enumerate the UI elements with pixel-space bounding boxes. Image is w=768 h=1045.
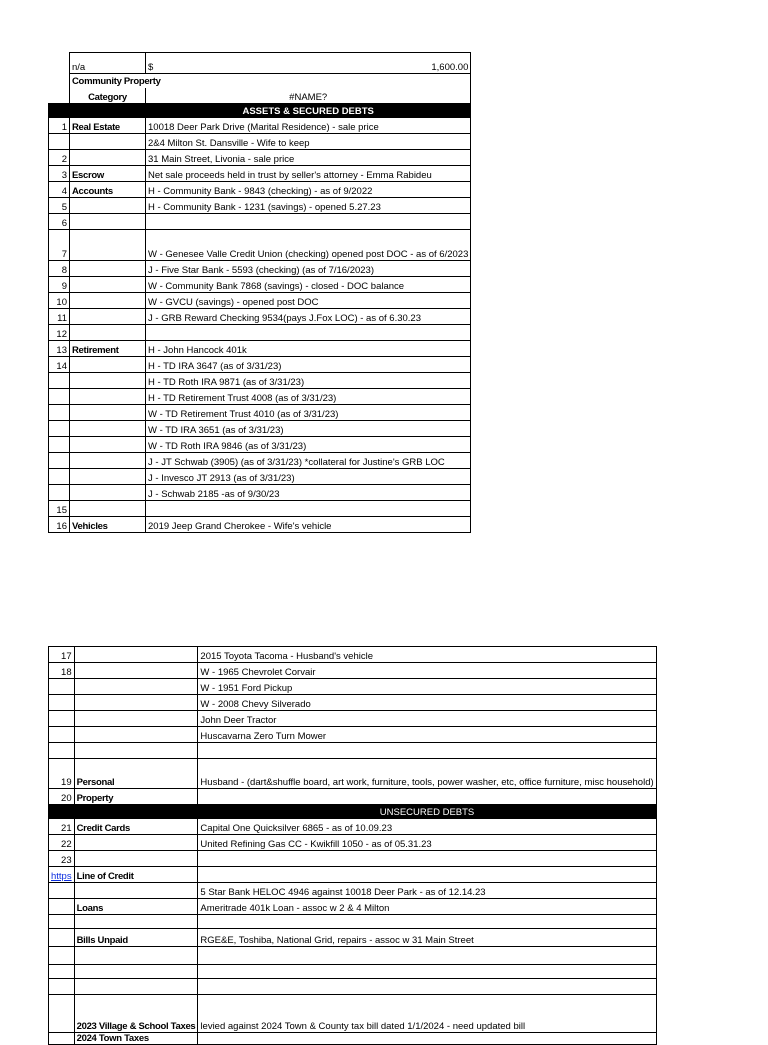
row-category: Property [74, 789, 198, 805]
row-description [146, 501, 471, 517]
vehicle-property-rows [49, 647, 657, 805]
row-number [49, 965, 75, 979]
row-description: Net sale proceeds held in trust by seller's attorney - Emma Rabideu [146, 166, 471, 182]
table-row [49, 789, 657, 805]
row-category: Personal [74, 759, 198, 789]
table-row [49, 469, 471, 485]
row-number: 14 [49, 357, 70, 373]
row-description [198, 979, 656, 995]
row-description: H - TD Retirement Trust 4008 (as of 3/31/23) [146, 389, 471, 405]
row-description [146, 214, 471, 230]
table-row [49, 134, 471, 150]
assets-header: ASSETS & SECURED DEBTS [146, 104, 471, 118]
row-number: 19 [49, 759, 75, 789]
row-description [198, 947, 656, 965]
row-category [70, 373, 146, 389]
row-description [198, 965, 656, 979]
table-row [49, 405, 471, 421]
row-number [49, 453, 70, 469]
na-cell: n/a [70, 53, 146, 74]
table-row [49, 182, 471, 198]
debt-rows [49, 819, 657, 1045]
row-category [70, 293, 146, 309]
row-category [70, 405, 146, 421]
row-category [74, 883, 198, 899]
row-category [70, 277, 146, 293]
row-description: Husband - (dart&shuffle board, art work, furniture, tools, power washer, etc, office furniture, misc household) [198, 759, 656, 789]
table-row [49, 150, 471, 166]
row-number: 11 [49, 309, 70, 325]
row-number: 8 [49, 261, 70, 277]
assets-table-top [48, 52, 471, 533]
row-description: J - Invesco JT 2913 (as of 3/31/23) [146, 469, 471, 485]
row-number [49, 485, 70, 501]
assets-table-bottom [48, 646, 657, 1045]
table-row [49, 915, 657, 929]
table-row [49, 501, 471, 517]
row-description: W - 2008 Chevy Silverado [198, 695, 656, 711]
table-row [49, 929, 657, 947]
table-row [49, 819, 657, 835]
table-row [49, 695, 657, 711]
row-category: Accounts [70, 182, 146, 198]
row-number [49, 711, 75, 727]
row-category [74, 711, 198, 727]
amount-cell [146, 53, 471, 74]
table-row [49, 309, 471, 325]
row-category [74, 979, 198, 995]
row-description: 5 Star Bank HELOC 4946 against 10018 Deer Park - as of 12.14.23 [198, 883, 656, 899]
row-category [74, 947, 198, 965]
row-description [198, 915, 656, 929]
table-row [49, 663, 657, 679]
row-description: J - Five Star Bank - 5593 (checking) (as of 7/16/2023) [146, 261, 471, 277]
table-row [49, 293, 471, 309]
row-category: Vehicles [70, 517, 146, 533]
row-number [49, 389, 70, 405]
row-category [70, 357, 146, 373]
table-row [49, 883, 657, 899]
table-row [49, 867, 657, 883]
row-description [198, 867, 656, 883]
row-category [70, 230, 146, 261]
category-header: Category [70, 88, 146, 104]
row-description: H - TD IRA 3647 (as of 3/31/23) [146, 357, 471, 373]
row-description: 10018 Deer Park Drive (Marital Residence) - sale price [146, 118, 471, 134]
table-row [49, 851, 657, 867]
row-number [49, 373, 70, 389]
row-category: Credit Cards [74, 819, 198, 835]
row-number: 22 [49, 835, 75, 851]
row-category [74, 835, 198, 851]
table-row [49, 979, 657, 995]
table-row [49, 947, 657, 965]
row-description: W - GVCU (savings) - opened post DOC [146, 293, 471, 309]
table-row [49, 277, 471, 293]
row-link[interactable]: https [49, 867, 75, 883]
table-row [49, 373, 471, 389]
row-category [70, 437, 146, 453]
row-description: 2019 Jeep Grand Cherokee - Wife's vehicle [146, 517, 471, 533]
table-row [49, 166, 471, 182]
table-row [49, 437, 471, 453]
table-row [49, 485, 471, 501]
row-number [49, 899, 75, 915]
row-description: levied against 2024 Town & County tax bill dated 1/1/2024 - need updated bill [198, 995, 656, 1033]
row-category [70, 198, 146, 214]
row-number: 23 [49, 851, 75, 867]
table-row [49, 711, 657, 727]
table-row [49, 261, 471, 277]
row-category [70, 469, 146, 485]
row-description: Ameritrade 401k Loan - assoc w 2 & 4 Milton [198, 899, 656, 915]
table-row [49, 118, 471, 134]
row-category: Bills Unpaid [74, 929, 198, 947]
table-row [49, 647, 657, 663]
row-number: 7 [49, 230, 70, 261]
row-description: W - 1951 Ford Pickup [198, 679, 656, 695]
row-number [49, 695, 75, 711]
unsecured-header: UNSECURED DEBTS [198, 805, 656, 819]
row-number: 17 [49, 647, 75, 663]
name-error-cell: #NAME? [146, 88, 471, 104]
row-description [198, 789, 656, 805]
table-row [49, 517, 471, 533]
amount-value: 1,600.00 [431, 61, 469, 73]
row-number [49, 134, 70, 150]
row-description [198, 1033, 656, 1045]
row-number [49, 469, 70, 485]
row-category [74, 695, 198, 711]
community-property-label: Community Property [70, 74, 471, 88]
row-category [70, 309, 146, 325]
row-description: W - Genesee Valle Credit Union (checking) opened post DOC - as of 6/2023 [146, 230, 471, 261]
row-number: 9 [49, 277, 70, 293]
row-description: John Deer Tractor [198, 711, 656, 727]
row-description: 2015 Toyota Tacoma - Husband's vehicle [198, 647, 656, 663]
category-header-row [49, 88, 471, 104]
row-category [70, 150, 146, 166]
unsecured-header-row [49, 805, 657, 819]
row-category [70, 501, 146, 517]
row-number: 15 [49, 501, 70, 517]
row-category: Line of Credit [74, 867, 198, 883]
row-category: 2024 Town Taxes [74, 1033, 198, 1045]
row-category: Loans [74, 899, 198, 915]
row-number: 21 [49, 819, 75, 835]
summary-row [49, 53, 471, 74]
row-description: J - JT Schwab (3905) (as of 3/31/23) *collateral for Justine's GRB LOC [146, 453, 471, 469]
row-description: Huscavarna Zero Turn Mower [198, 727, 656, 743]
row-category [74, 647, 198, 663]
row-description: United Refining Gas CC - Kwikfill 1050 - as of 05.31.23 [198, 835, 656, 851]
row-description: H - TD Roth IRA 9871 (as of 3/31/23) [146, 373, 471, 389]
row-category [70, 421, 146, 437]
row-number [49, 947, 75, 965]
table-row [49, 230, 471, 261]
row-category [70, 389, 146, 405]
row-description: W - Community Bank 7868 (savings) - closed - DOC balance [146, 277, 471, 293]
row-category: 2023 Village & School Taxes [74, 995, 198, 1033]
row-category [74, 679, 198, 695]
row-description: W - TD Retirement Trust 4010 (as of 3/31/23) [146, 405, 471, 421]
table-row [49, 679, 657, 695]
row-description [146, 325, 471, 341]
row-description [198, 743, 656, 759]
row-category [70, 485, 146, 501]
community-property-row [49, 74, 471, 88]
table-row [49, 995, 657, 1033]
row-description: Capital One Quicksilver 6865 - as of 10.09.23 [198, 819, 656, 835]
row-category [74, 915, 198, 929]
table-row [49, 727, 657, 743]
table-row [49, 341, 471, 357]
row-category [74, 663, 198, 679]
row-description: H - Community Bank - 9843 (checking) - as of 9/2022 [146, 182, 471, 198]
assets-rows [49, 118, 471, 533]
row-category [70, 453, 146, 469]
table-row [49, 835, 657, 851]
table-row [49, 899, 657, 915]
row-number: 18 [49, 663, 75, 679]
row-category: Retirement [70, 341, 146, 357]
table-row [49, 198, 471, 214]
row-category [74, 965, 198, 979]
row-number: 6 [49, 214, 70, 230]
row-number: 10 [49, 293, 70, 309]
row-category [74, 727, 198, 743]
row-description: 2&4 Milton St. Dansville - Wife to keep [146, 134, 471, 150]
row-number [49, 727, 75, 743]
row-category: Real Estate [70, 118, 146, 134]
row-number [49, 437, 70, 453]
row-number [49, 421, 70, 437]
row-number [49, 743, 75, 759]
dollar-sign: $ [148, 61, 154, 73]
row-description: 31 Main Street, Livonia - sale price [146, 150, 471, 166]
row-number: 5 [49, 198, 70, 214]
row-description: W - TD IRA 3651 (as of 3/31/23) [146, 421, 471, 437]
table-row [49, 965, 657, 979]
row-number [49, 1033, 75, 1045]
row-category [74, 851, 198, 867]
row-number: 4 [49, 182, 70, 198]
row-number: 12 [49, 325, 70, 341]
row-number [49, 679, 75, 695]
row-description [198, 851, 656, 867]
row-number: 3 [49, 166, 70, 182]
row-number [49, 915, 75, 929]
row-description: W - TD Roth IRA 9846 (as of 3/31/23) [146, 437, 471, 453]
row-description: H - John Hancock 401k [146, 341, 471, 357]
table-row [49, 453, 471, 469]
row-number: 20 [49, 789, 75, 805]
row-category [70, 214, 146, 230]
row-number: 2 [49, 150, 70, 166]
row-number [49, 405, 70, 421]
table-row [49, 759, 657, 789]
row-category [74, 743, 198, 759]
row-category: Escrow [70, 166, 146, 182]
assets-header-row [49, 104, 471, 118]
row-description: J - GRB Reward Checking 9534(pays J.Fox LOC) - as of 6.30.23 [146, 309, 471, 325]
table-row [49, 743, 657, 759]
row-description: RGE&E, Toshiba, National Grid, repairs - assoc w 31 Main Street [198, 929, 656, 947]
table-row [49, 1033, 657, 1045]
row-category [70, 325, 146, 341]
row-description: J - Schwab 2185 -as of 9/30/23 [146, 485, 471, 501]
row-description: W - 1965 Chevrolet Corvair [198, 663, 656, 679]
row-number [49, 929, 75, 947]
table-row [49, 214, 471, 230]
row-description: H - Community Bank - 1231 (savings) - opened 5.27.23 [146, 198, 471, 214]
row-number [49, 883, 75, 899]
row-number: 1 [49, 118, 70, 134]
table-row [49, 325, 471, 341]
table-row [49, 357, 471, 373]
row-number [49, 995, 75, 1033]
row-number: 13 [49, 341, 70, 357]
table-row [49, 389, 471, 405]
row-category [70, 261, 146, 277]
row-number: 16 [49, 517, 70, 533]
row-category [70, 134, 146, 150]
row-number [49, 979, 75, 995]
table-row [49, 421, 471, 437]
